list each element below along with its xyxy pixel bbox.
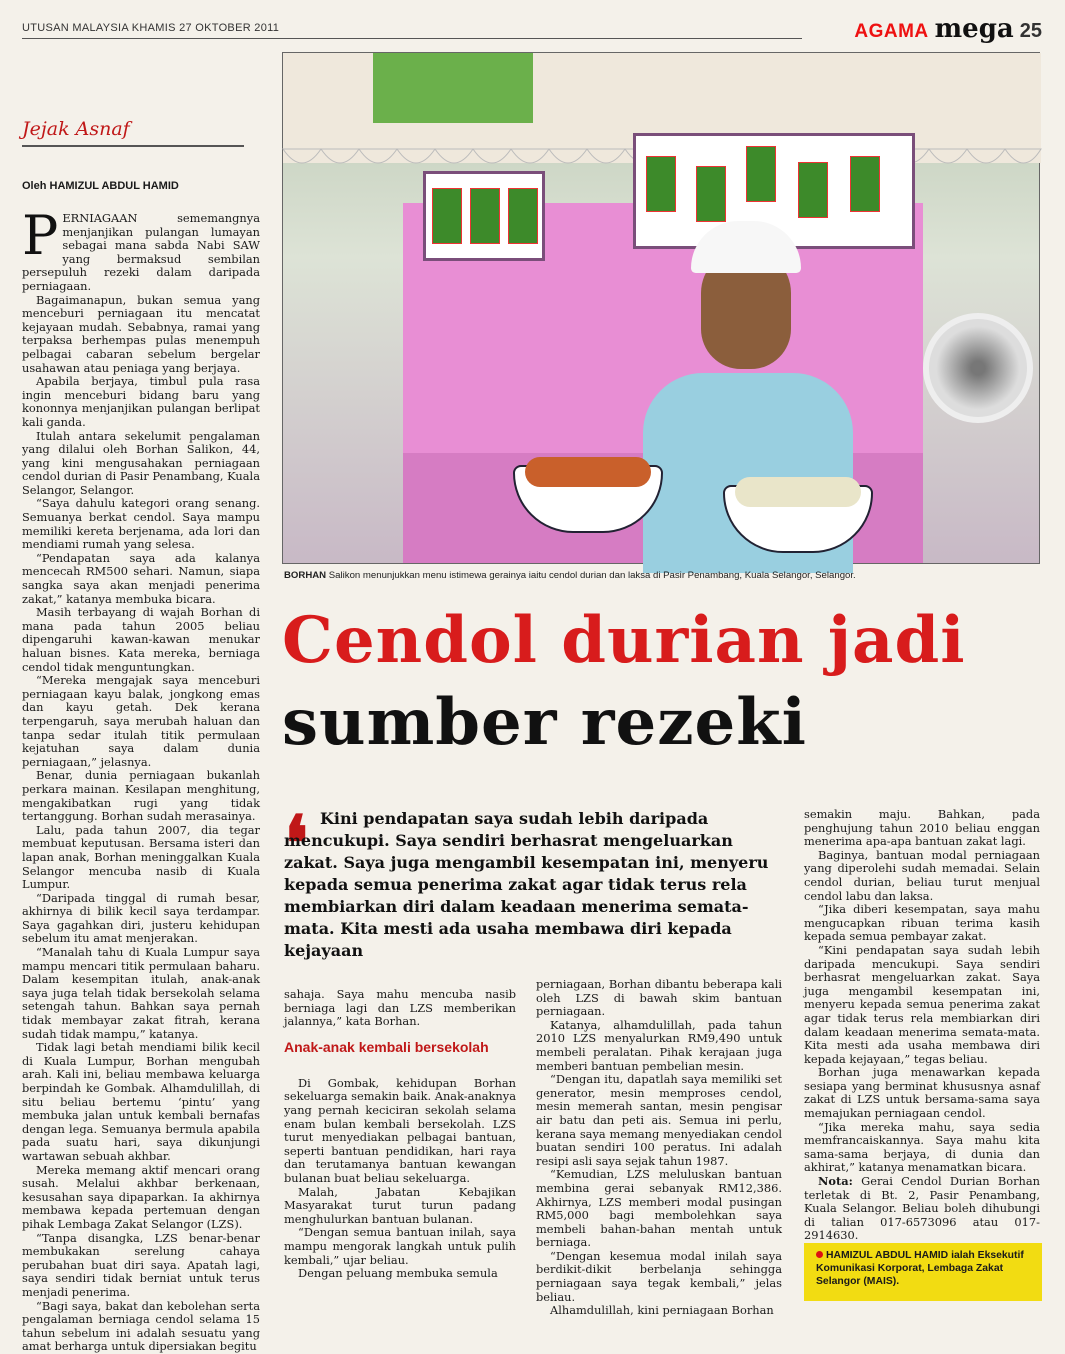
subheading: Anak-anak kembali bersekolah — [284, 1038, 489, 1055]
menu-picture — [646, 156, 676, 212]
page-header — [22, 14, 1042, 44]
article-paragraph: “Mereka mengajak saya menceburi perniagaan kayu balak, jongkong emas dan kayu getah. Dek kerana terpengaruh, saya merubah haluan dan tanpa sedar itulah titik permulaan kejatuhan saya dalam dunia perniagaan,” jelasnya. — [22, 673, 260, 769]
headline — [282, 600, 1042, 764]
caption-text: Salikon menunjukkan menu istimewa gerainya iaitu cendol durian dan laksa di Pasir Penambang, Kuala Selangor, Selangor. — [326, 570, 856, 581]
issue-line: UTUSAN MALAYSIA KHAMIS 27 OKTOBER 2011 — [22, 22, 280, 34]
author-name: HAMIZUL ABDUL HAMID — [826, 1250, 949, 1261]
middle-paragraphs — [284, 1077, 516, 1281]
drop-cap: P — [22, 204, 59, 267]
menu-picture — [696, 166, 726, 222]
article-paragraph: “Saya dahulu kategori orang senang. Semuanya berkat cendol. Saya mampu memiliki kereta berjenama, ada lori dan mendiami rumah yang selesa. — [22, 496, 260, 552]
article-paragraph: “Kemudian, LZS meluluskan bantuan membina gerai sebanyak RM12,386. Akhirnya, LZS memberi modal pusingan RM5,000 bagi membolehkan saya membeli bahan-bahan mentah untuk berniaga. — [536, 1167, 782, 1250]
article-paragraph: Alhamdulillah, kini perniagaan Borhan — [550, 1303, 774, 1318]
menu-picture — [850, 156, 880, 212]
article-column-middle-2 — [536, 978, 782, 1318]
article-paragraph: “Dengan kesemua modal inilah saya berdikit-dikit berbelanja sehingga perniagaan saya tegak kembali,” jelas beliau. — [536, 1248, 782, 1304]
article-paragraph: Lalu, pada tahun 2007, dia tegar membuat keputusan. Bersama isteri dan lapan anak, Borhan meninggalkan Kuala Selangor mencuba nasib di Kuala Lumpur. — [22, 822, 260, 892]
article-paragraph: Benar, dunia perniagaan bukanlah perkara mainan. Kesilapan menghitung, mengakibatkan rugi yang tidak tertanggung. Borhan sudah merasainya. — [22, 768, 260, 824]
opening-paragraph — [22, 204, 260, 294]
column-rule — [22, 145, 244, 147]
article-paragraph: “Bagi saya, bakat dan kebolehan serta pengalaman berniaga cendol selama 15 tahun sebelum ini adalah sesuatu yang amat berharga untuk dipersiakan begitu — [22, 1298, 260, 1354]
article-column-middle — [284, 988, 516, 1281]
article-paragraph: Itulah antara sekelumit pengalaman yang dilalui oleh Borhan Salikon, 44, yang kini mengusahakan perniagaan cendol durian di Pasir Penambang, Kuala Selangor, Selangor. — [22, 428, 260, 497]
article-paragraph: Malah, Jabatan Kebajikan Masyarakat turut turun padang menghulurkan bantuan bulanan. — [284, 1184, 516, 1226]
left-paragraphs — [22, 294, 260, 1354]
pull-quote — [284, 799, 784, 962]
photo-caption — [284, 570, 1040, 581]
rubric-label: AGAMA — [854, 21, 929, 42]
article-paragraph: Dengan peluang membuka semula — [298, 1266, 498, 1281]
article-paragraph: Baginya, bantuan modal perniagaan yang diperolehi sudah memadai. Selain cendol durian, beliau turut menjual cendol labu dan laksa. — [804, 847, 1040, 903]
headline-line-2: sumber rezeki — [282, 685, 807, 760]
author-description: ialah Eksekutif Komunikasi Korporat, Lembaga Zakat Selangor (MAIS). — [816, 1250, 1024, 1287]
menu-board-left — [423, 171, 545, 261]
menu-picture — [470, 188, 500, 244]
caption-name: BORHAN — [284, 570, 327, 581]
menu-picture — [746, 146, 776, 202]
middle2-paragraphs — [536, 1019, 782, 1318]
article-paragraph: Tidak lagi betah mendiami bilik kecil di Kuala Lumpur, Borhan mengubah arah. Kali ini, beliau membawa keluarga berpindah ke Gombak. Alhamdulillah, di situ beliau bertemu ‘pintu’ yang membuka jalan untuk kembali bernafas dengan lega. Semuanya bermula apabila pada suatu hari, saya dikunjungi wartawan sebuah akhbar. — [22, 1040, 260, 1163]
article-paragraph: “Manalah tahu di Kuala Lumpur saya mampu mencari titik permulaan baharu. Dalam kesempitan itulah, anak-anak saya juga telah tidak bersekolah selama setengah tahun. Bahkan saya pernah tidak membayar zakat fitrah, kerana sudah tidak mampu,” katanya. — [22, 945, 260, 1041]
article-paragraph: Katanya, alhamdulillah, pada tahun 2010 LZS menyalurkan RM9,490 untuk membeli peralatan. Pihak kerajaan juga memberi bantuan pembelian mesin. — [536, 1017, 782, 1073]
article-paragraph: “Pendapatan saya ada kalanya mencecah RM500 sehari. Namun, siapa sangka saya akan menjadi penerima zakat,” katanya membuka bicara. — [22, 550, 260, 606]
right-paragraphs — [804, 849, 1040, 1175]
pull-quote-text: Kini pendapatan saya sudah lebih daripada mencukupi. Saya sendiri berhasrat mengeluarkan zakat. Saya juga mengambil kesempatan ini, menyeru kepada semua penerima zakat agar tidak terus rela membiarkan diri dalam keadaan menerima semata-mata. Kita mesti ada usaha membawa diri kepada kejayaan — [284, 809, 769, 960]
header-rule — [22, 38, 802, 39]
article-paragraph: Bagaimanapun, bukan semua yang menceburi perniagaan itu mencatat kejayaan mudah. Sebabnya, ramai yang terpaksa berhempas pulas menempuh pelbagai cabaran sebelum bergelar usahawan atau peniaga yang berjaya. — [22, 292, 260, 375]
article-paragraph: “Dengan semua bantuan inilah, saya mampu mengorak langkah untuk pulih kembali,” ujar beliau. — [284, 1225, 516, 1267]
standing-fan — [923, 313, 1033, 423]
article-paragraph: Borhan juga menawarkan kepada sesiapa yang berminat khususnya asnaf zakat di LZS untuk bersama-sama saya memajukan perniagaan cendol. — [804, 1065, 1040, 1121]
article-paragraph: “Tanpa disangka, LZS benar-benar membukakan serelung cahaya perubahan buat diri saya. Apatah lagi, saya sendiri tidak berniat untuk terus menjadi penerima. — [22, 1230, 260, 1299]
quote-mark-icon: ❛ — [284, 799, 309, 888]
note-label: Nota: — [818, 1174, 853, 1189]
menu-picture — [432, 188, 462, 244]
menu-picture — [798, 162, 828, 218]
shop-signboard — [373, 53, 533, 123]
middle-lead: sahaja. Saya mahu mencuba nasib berniaga lagi dan LZS memberikan jalannya,” kata Borhan. — [284, 987, 516, 1029]
article-paragraph: Apabila berjaya, timbul pula rasa ingin menceburi bidang baru yang kononnya menjanjikan pulangan berlipat kali ganda. — [22, 374, 260, 429]
column-tag: Jejak Asnaf — [22, 118, 130, 140]
article-column-left — [22, 204, 260, 1354]
section-label: mega — [934, 14, 1014, 44]
article-paragraph: “Daripada tinggal di rumah besar, akhirnya di bilik kecil saya terdampar. Saya gagahkan diri, justeru kehidupan sebelum itu amat menjerakan. — [22, 890, 260, 946]
article-paragraph: Di Gombak, kehidupan Borhan sekeluarga semakin baik. Anak-anaknya yang pernah keciciran sekolah selama enam bulan kembali bersekolah. LZS turut menyediakan pelbagai bantuan, seperti bantuan pendidikan, hari raya dan terutamanya bantuan kewangan bulanan buat beliau sekeluarga. — [284, 1075, 516, 1185]
article-paragraph: “Dengan itu, dapatlah saya memiliki set generator, mesin memproses cendol, mesin memerah santan, mesin pengisar air batu dan peti ais. Semua ini perlu, kerana saya memang menyediakan cendol buatan sendiri 100 peratus. Ini adalah resipi asli saya sejak tahun 1987. — [536, 1072, 782, 1168]
byline: Oleh HAMIZUL ABDUL HAMID — [22, 180, 179, 192]
note-text: Gerai Cendol Durian Borhan terletak di Bt. 2, Pasir Penambang, Kuala Selangor. Beliau boleh dihubungi di talian 017-6573096 atau 017-2914630. — [804, 1174, 1040, 1243]
opening-text: ERNIAGAAN sememangnya menjanjikan pulangan lumayan sebagai mana sabda Nabi SAW yang bermaksud sembilan persepuluh rezeki dalam daripada perniagaan. — [22, 211, 260, 293]
note-paragraph — [804, 1175, 1040, 1243]
article-paragraph: “Kini pendapatan saya sudah lebih daripada mencukupi. Saya sendiri berhasrat mengeluarkan zakat. Saya juga mengambil kesempatan ini, menyeru kepada semua penerima zakat agar tidak terus rela membiarkan diri dalam keadaan menerima semata-mata. Kita mesti ada usaha membawa diri kepada kejayaan,” tegas beliau. — [804, 942, 1040, 1066]
right-lead: semakin maju. Bahkan, pada penghujung tahun 2010 beliau enggan menerima apa-apa bantuan zakat lagi. — [804, 807, 1040, 849]
headline-line-1: Cendol durian jadi — [282, 603, 966, 678]
article-paragraph: “Jika diberi kesempatan, saya mahu mengucapkan ribuan terima kasih kepada semua pembayar zakat. — [804, 902, 1040, 944]
menu-picture — [508, 188, 538, 244]
section-flag — [854, 14, 1042, 44]
page-number: 25 — [1019, 20, 1042, 42]
feature-photo — [282, 52, 1040, 564]
bullet-icon — [816, 1251, 823, 1258]
middle2-lead: perniagaan, Borhan dibantu beberapa kali oleh LZS di bawah skim bantuan perniagaan. — [536, 977, 782, 1019]
author-box — [804, 1243, 1042, 1301]
article-paragraph: Mereka memang aktif mencari orang susah. Melalui akhbar berkenaan, kesusahan saya dipaparkan. Ia akhirnya membawa kepada pertemuan dengan pihak Lembaga Zakat Selangor (LZS). — [22, 1162, 260, 1231]
article-paragraph: “Jika mereka mahu, saya sedia memfrancaiskannya. Saya mahu kita sama-sama berjaya, di dunia dan akhirat,” katanya menamatkan bicara. — [804, 1119, 1040, 1175]
article-column-right — [804, 808, 1040, 1243]
article-paragraph: Masih terbayang di wajah Borhan di mana pada tahun 2005 beliau dipengaruhi kawan-kawan menukar haluan bisnes. Kata mereka, berniaga cendol tidak menguntungkan. — [22, 605, 260, 674]
